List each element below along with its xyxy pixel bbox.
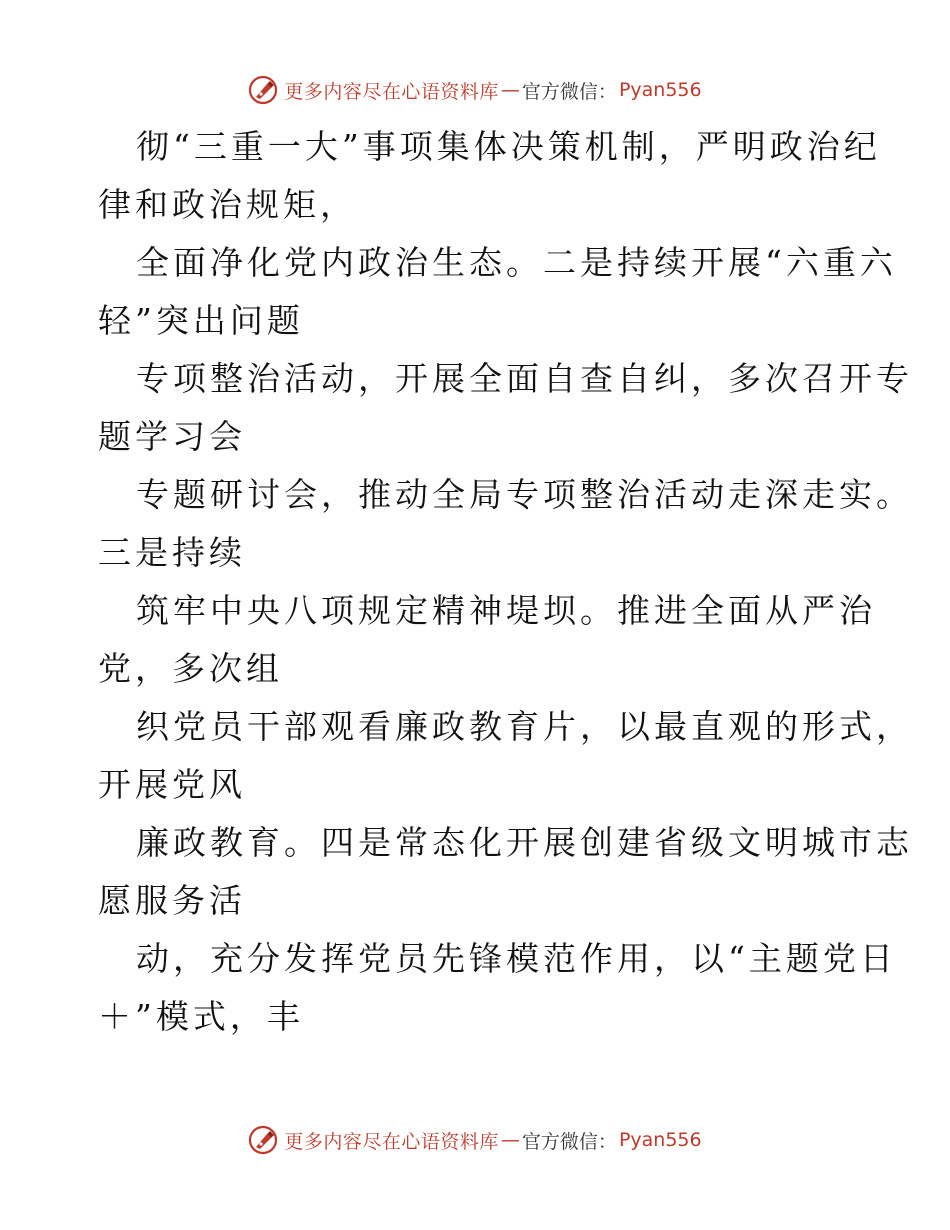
header-banner [0, 72, 950, 108]
body-line-7: 专题研讨会，推动全局专项整治活动走深走实。 [136, 475, 913, 514]
body-line-14: 愿服务活 [98, 881, 246, 920]
body-line-8: 三是持续 [98, 533, 246, 572]
banner-wechat-label: 官方微信： [521, 80, 617, 103]
body-line-3: 全面净化党内政治生态。二是持续开展“六重六 [136, 243, 897, 282]
body-line-15: 动，充分发挥党员先锋模范作用，以“主题党日 [136, 939, 897, 978]
body-line-16: ＋”模式，丰 [98, 997, 304, 1036]
banner-wechat-label: 官方微信： [521, 1130, 617, 1153]
body-line-9: 筑牢中央八项规定精神堤坝。推进全面从严治 [136, 591, 876, 630]
banner-dash: — [500, 1129, 520, 1151]
footer-banner [0, 1122, 950, 1158]
banner-brand-text: 更多内容尽在心语资料库 [284, 80, 499, 103]
body-line-5: 专项整治活动，开展全面自查自纠，多次召开专 [136, 359, 913, 398]
banner-brand-text: 更多内容尽在心语资料库 [284, 1130, 499, 1153]
banner-dash: — [500, 79, 520, 101]
body-line-2: 律和政治规矩， [98, 185, 357, 224]
banner-account: Pyan556 [618, 79, 702, 101]
body-line-4: 轻”突出问题 [98, 301, 304, 340]
document-body [98, 118, 913, 1046]
body-line-13: 廉政教育。四是常态化开展创建省级文明城市志 [136, 823, 913, 862]
banner-account: Pyan556 [618, 1129, 702, 1151]
body-line-12: 开展党风 [98, 765, 246, 804]
body-line-10: 党，多次组 [98, 649, 283, 688]
body-line-6: 题学习会 [98, 417, 246, 456]
pen-nib-logo-icon [248, 1125, 278, 1155]
body-line-1: 彻“三重一大”事项集体决策机制，严明政治纪 [136, 127, 881, 166]
body-line-11: 织党员干部观看廉政教育片，以最直观的形式， [136, 707, 913, 746]
pen-nib-logo-icon [248, 75, 278, 105]
